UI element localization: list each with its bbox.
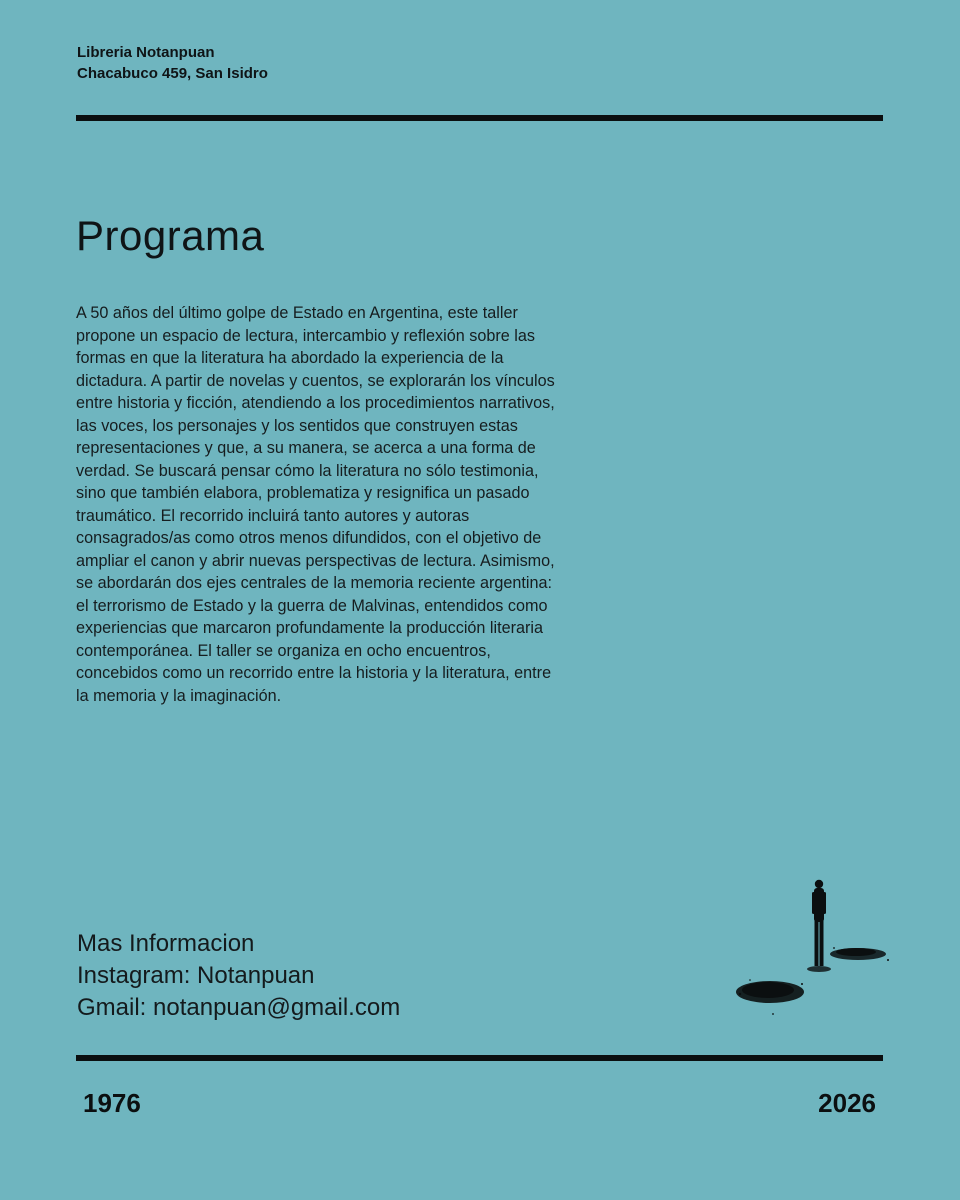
year-start: 1976 <box>83 1088 141 1118</box>
gmail-contact: Gmail: notanpuan@gmail.com <box>77 994 401 1021</box>
contact-info <box>77 928 400 1024</box>
bottom-divider <box>76 1055 883 1061</box>
instagram-contact: Instagram: Notanpuan <box>77 962 315 989</box>
program-description: A 50 años del último golpe de Estado en Argentina, este taller propone un espacio de lectura, intercambio y reflexión sobre las formas en que la literatura ha abordado la experiencia de la dictadura. A partir de novelas y cuentos, se explorarán los vínculos entre historia y ficción, atendiendo a los procedimientos narrativos, las voces, los personajes y los sentidos que construyen estas representaciones y que, a su manera, se acerca a una forma de verdad. Se buscará pensar cómo la literatura no sólo testimonia, sino que también elabora, problematiza y resignifica un pasado traumático. El recorrido incluirá tanto autores y autoras consagrados/as como otros menos difundidos, con el objetivo de ampliar el canon y abrir nuevas perspectivas de lectura. Asimismo, se abordarán dos ejes centrales de la memoria reciente argentina: el terrorismo de Estado y la guerra de Malvinas, entendidos como experiencias que marcaron profundamente la producción literaria contemporánea. El taller se organiza en ocho encuentros, concebidos como un recorrido entre la historia y la literatura, entre la memoria y la imaginación. <box>76 304 555 705</box>
page-title: Programa <box>76 212 265 259</box>
store-address: Chacabuco 459, San Isidro <box>77 65 268 82</box>
store-name: Libreria Notanpuan <box>77 44 215 61</box>
standing-figure-illustration <box>728 872 893 1022</box>
contact-heading: Mas Informacion <box>77 930 255 957</box>
top-divider <box>76 115 883 121</box>
store-header <box>77 42 268 84</box>
year-end: 2026 <box>818 1088 876 1118</box>
